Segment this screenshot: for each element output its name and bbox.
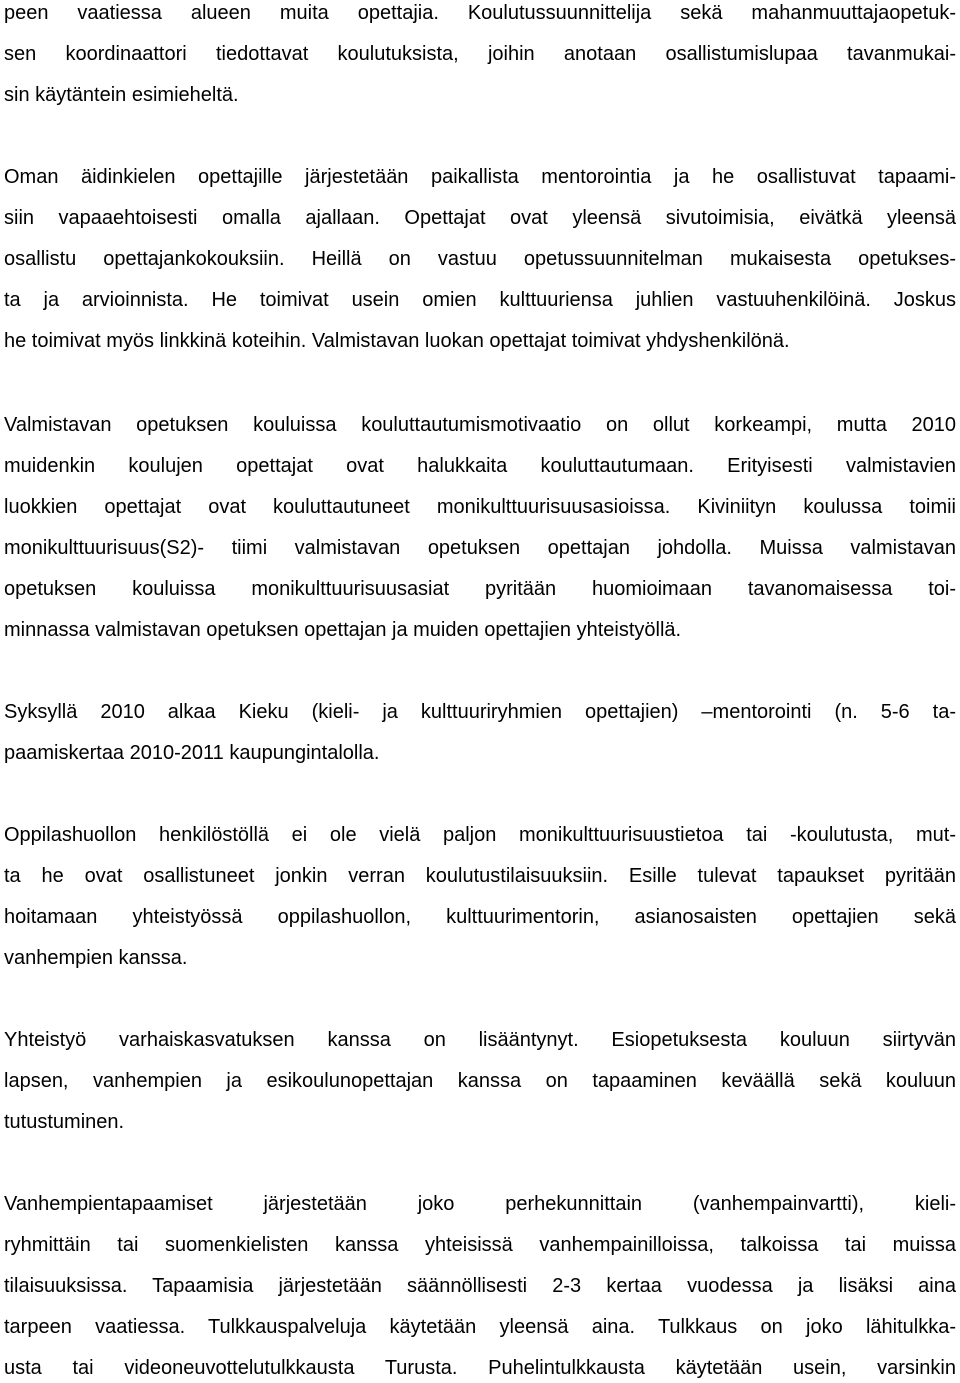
text-line: hoitamaan yhteistyössä oppilashuollon, kulttuurimentorin, asianosaisten opettajien sekä: [4, 906, 956, 928]
text-line: siin vapaaehtoisesti omalla ajallaan. Opettajat ovat yleensä sivutoimisia, eivätkä yleensä: [4, 207, 956, 229]
text-line: sin käytäntein esimieheltä.: [4, 84, 239, 106]
text-line: ta he ovat osallistuneet jonkin verran koulutustilaisuuksiin. Esille tulevat tapaukset pyritään: [4, 865, 956, 887]
text-line: tarpeen vaatiessa. Tulkkauspalveluja käytetään yleensä aina. Tulkkaus on joko lähitulkka-: [4, 1316, 956, 1338]
text-line: Yhteistyö varhaiskasvatuksen kanssa on lisääntynyt. Esiopetuksesta kouluun siirtyvän: [4, 1029, 956, 1051]
text-line: muidenkin koulujen opettajat ovat halukkaita kouluttautumaan. Erityisesti valmistavien: [4, 455, 956, 477]
text-line: luokkien opettajat ovat kouluttautuneet monikulttuurisuusasioissa. Kiviniityn koulussa toimii: [4, 496, 956, 518]
text-line: tutustuminen.: [4, 1111, 125, 1133]
text-line: minnassa valmistavan opetuksen opettajan ja muiden opettajien yhteistyöllä.: [4, 619, 682, 641]
text-line: monikulttuurisuus(S2)- tiimi valmistavan opetuksen opettajan johdolla. Muissa valmistavan: [4, 537, 956, 559]
text-line: he toimivat myös linkkinä koteihin. Valmistavan luokan opettajat toimivat yhdyshenkilönä.: [4, 330, 790, 352]
text-line: peen vaatiessa alueen muita opettajia. Koulutussuunnittelija sekä mahanmuuttajaopetuk-: [4, 2, 956, 24]
text-line: Syksyllä 2010 alkaa Kieku (kieli- ja kulttuuriryhmien opettajien) –mentorointi (n. 5-6 ta-: [4, 701, 956, 723]
text-line: ryhmittäin tai suomenkielisten kanssa yhteisissä vanhempainilloissa, talkoissa tai muissa: [4, 1234, 956, 1256]
text-line: sen koordinaattori tiedottavat koulutuksista, joihin anotaan osallistumislupaa tavanmukai-: [4, 43, 956, 65]
text-line: Oman äidinkielen opettajille järjestetään paikallista mentorointia ja he osallistuvat tapaami-: [4, 166, 956, 188]
text-line: vanhempien kanssa.: [4, 947, 188, 969]
text-line: Vanhempientapaamiset järjestetään joko perhekunnittain (vanhempainvartti), kieli-: [4, 1193, 956, 1215]
text-line: paamiskertaa 2010-2011 kaupungintalolla.: [4, 742, 380, 764]
text-line: usta tai videoneuvottelutulkkausta Turusta. Puhelintulkkausta käytetään usein, varsinkin: [4, 1357, 956, 1379]
text-line: Oppilashuollon henkilöstöllä ei ole vielä paljon monikulttuurisuustietoa tai -koulutusta, mut-: [4, 824, 956, 846]
text-line: ta ja arvioinnista. He toimivat usein omien kulttuuriensa juhlien vastuuhenkilöinä. Joskus: [4, 289, 956, 311]
text-line: tilaisuuksissa. Tapaamisia järjestetään säännöllisesti 2-3 kertaa vuodessa ja lisäksi aina: [4, 1275, 956, 1297]
text-line: Valmistavan opetuksen kouluissa kouluttautumismotivaatio on ollut korkeampi, mutta 2010: [4, 414, 956, 436]
text-line: opetuksen kouluissa monikulttuurisuusasiat pyritään huomioimaan tavanomaisessa toi-: [4, 578, 956, 600]
text-line: osallistu opettajankokouksiin. Heillä on vastuu opetussuunnitelman mukaisesta opetukses-: [4, 248, 956, 270]
text-line: lapsen, vanhempien ja esikoulunopettajan kanssa on tapaaminen keväällä sekä kouluun: [4, 1070, 956, 1092]
